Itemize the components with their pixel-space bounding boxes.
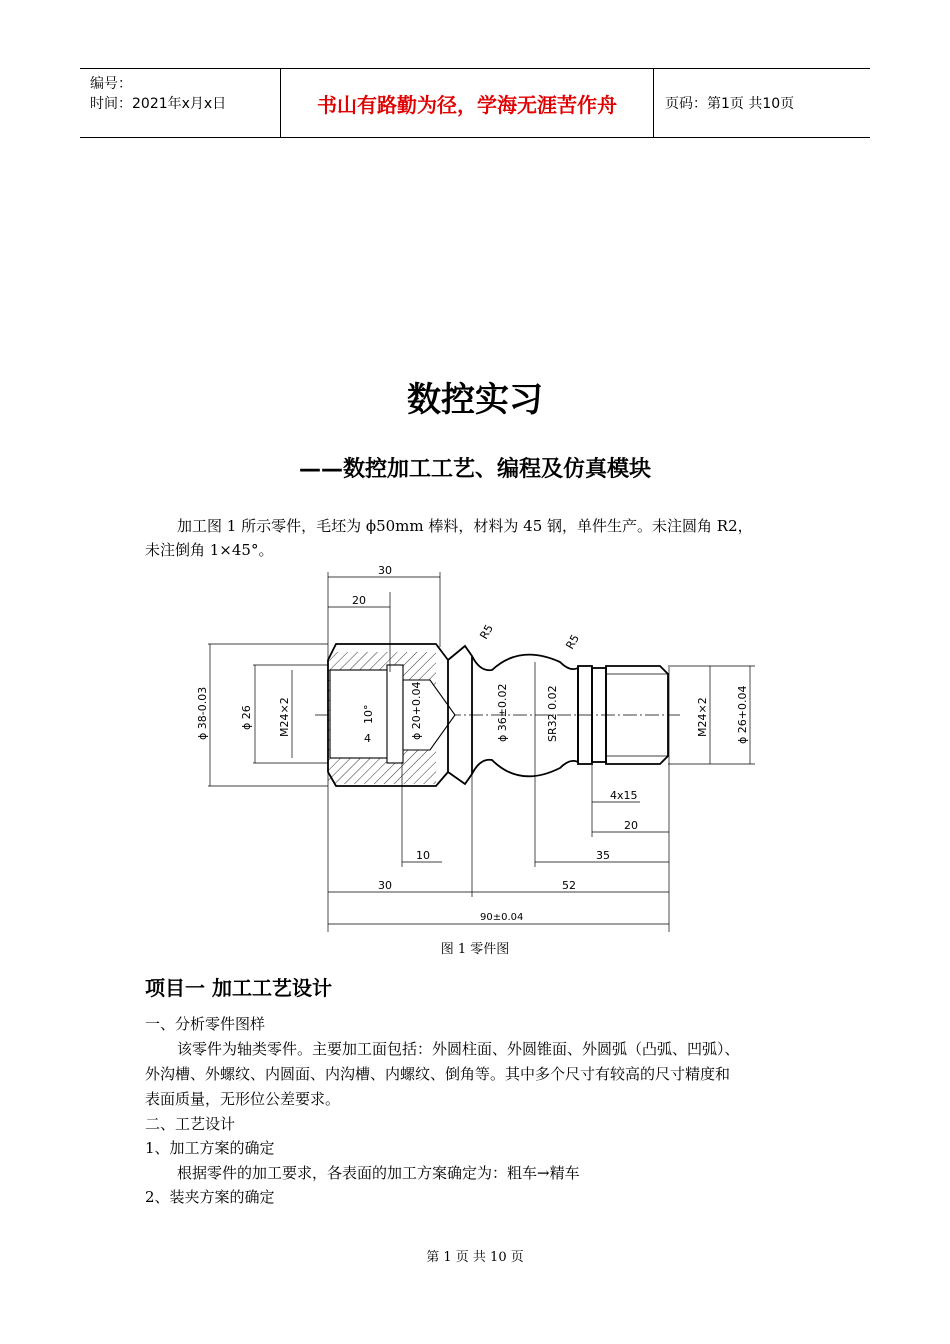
s1-para1-line2: 外沟槽、外螺纹、内圆面、内沟槽、内螺纹、倒角等。其中多个尺寸有较高的尺寸精度和	[145, 1065, 731, 1083]
r5-left: R5	[477, 622, 496, 642]
doc-title: 数控实习	[407, 380, 543, 420]
s1-item2-2: 2、装夹方案的确定	[145, 1188, 275, 1206]
header-table	[80, 68, 870, 138]
part-drawing	[180, 562, 780, 942]
s1-item1: 一、分析零件图样	[145, 1015, 266, 1033]
dim-20-right-label: 20	[624, 819, 638, 832]
inner-groove	[387, 665, 403, 763]
intro-line-2: 未注倒角 1×45°。	[145, 541, 274, 559]
dim-20-top: 20	[352, 594, 366, 607]
d38-label: ϕ 38-0.03	[196, 686, 209, 740]
dim-35-label: 35	[596, 849, 610, 862]
dim-4x15-label: 4x15	[610, 789, 638, 802]
s1-item2-1: 1、加工方案的确定	[145, 1139, 275, 1157]
m24-right-label: M24×2	[696, 697, 709, 737]
dim-90-label: 90±0.04	[480, 912, 524, 923]
figure-caption: 图 1 零件图	[440, 942, 510, 957]
dim-4-label: 4	[364, 732, 371, 745]
dim-10-label: 10	[416, 849, 430, 862]
s1-para2: 根据零件的加工要求，各表面的加工方案确定为：粗车→精车	[177, 1164, 580, 1182]
d26-left-label: ϕ 26	[240, 705, 253, 730]
arc-body	[472, 655, 578, 777]
time-label: 时间：2021年x月x日	[90, 96, 227, 112]
dim-52-label: 52	[562, 879, 576, 892]
bore	[330, 670, 390, 758]
d36-label: ϕ 36±0.02	[496, 683, 509, 742]
dim-30-bottom-label: 30	[378, 879, 392, 892]
section-heading: 项目一 加工工艺设计	[145, 976, 332, 1000]
dim-30-top: 30	[378, 564, 392, 577]
header-meta-cell	[80, 69, 281, 137]
page-footer: 第 1 页 共 10 页	[426, 1250, 524, 1265]
r5-right: R5	[563, 632, 582, 652]
motto: 书山有路勤为径，学海无涯苦作舟	[281, 69, 654, 137]
page-info: 页码：第1页 共10页	[665, 96, 795, 112]
doc-subtitle: ——数控加工工艺、编程及仿真模块	[298, 457, 651, 482]
angle-10-label: 10°	[362, 704, 375, 724]
s1-item2: 二、工艺设计	[145, 1115, 236, 1133]
s1-para1-line1: 该零件为轴类零件。主要加工面包括：外圆柱面、外圆锥面、外圆弧（凸弧、凹弧）、	[177, 1040, 740, 1058]
s1-para1-line3: 表面质量，无形位公差要求。	[145, 1090, 341, 1108]
number-label: 编号：	[90, 76, 132, 92]
d26-right-label: ϕ 26+0.04	[736, 685, 749, 744]
sr32-label: SR32 0.02	[546, 685, 559, 742]
intro-line-1: 加工图 1 所示零件，毛坯为 ϕ50mm 棒料，材料为 45 钢，单件生产。未注圆角 R2，	[177, 517, 753, 535]
d20-label: ϕ 20+0.04	[410, 681, 423, 740]
m24-left-label: M24×2	[278, 697, 291, 737]
